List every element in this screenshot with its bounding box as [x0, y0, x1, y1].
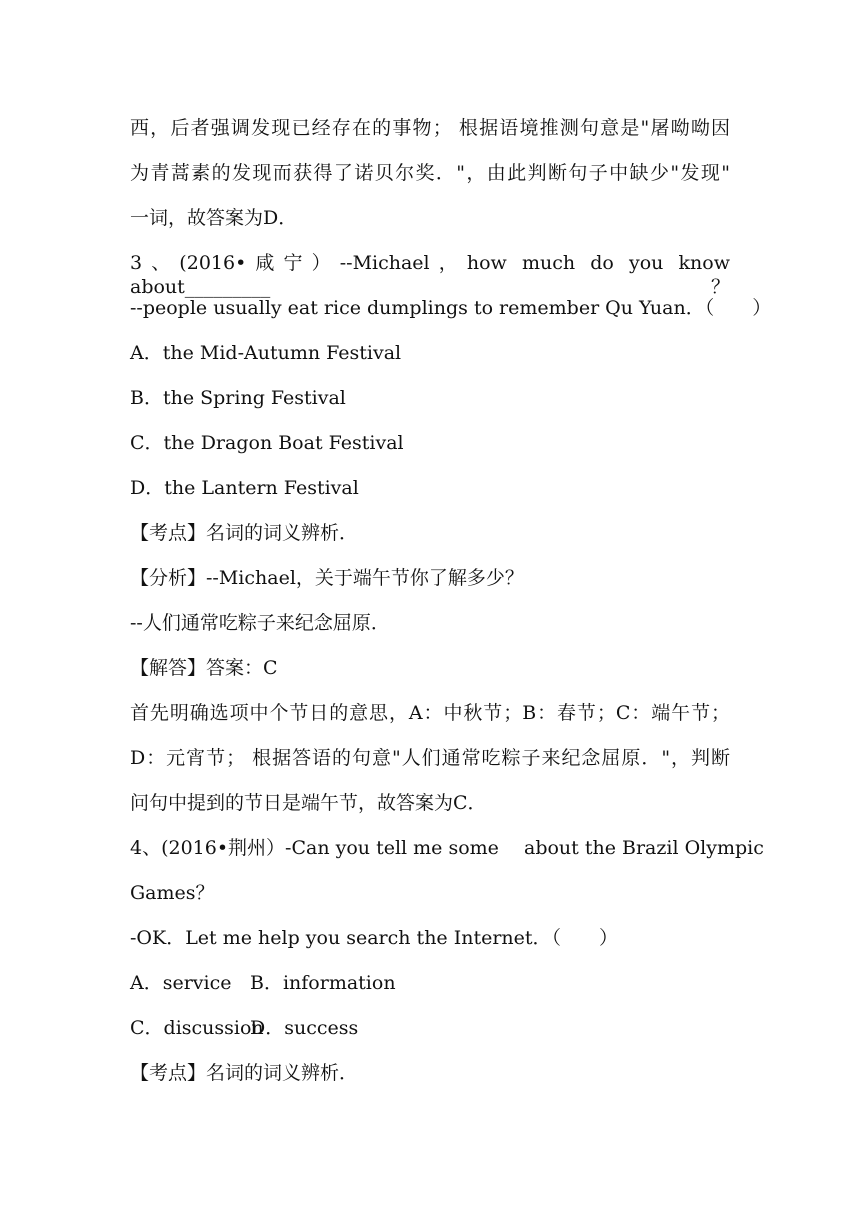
question-3-jieda: 【解答】答案：C	[130, 657, 278, 679]
question-4-option-c: C．discussion	[130, 1017, 264, 1039]
question-4-option-d: D．success	[250, 1017, 359, 1039]
question-3-option-a: A．the Mid-Autumn Festival	[130, 342, 402, 364]
question-3-kaodian: 【考点】名词的词义辨析．	[130, 522, 359, 544]
question-3-stem-line-2: --people usually eat rice dumplings to remember Qu Yuan．（ ）	[130, 297, 772, 319]
question-4-option-a: A．service	[130, 972, 232, 994]
question-3-option-c: C．the Dragon Boat Festival	[130, 432, 404, 454]
question-3-explanation-line-2: D：元宵节； 根据答语的句意"人们通常吃粽子来纪念屈原．"，判断	[130, 747, 730, 769]
question-4-kaodian: 【考点】名词的词义辨析．	[130, 1062, 359, 1084]
question-3-fenxi-line-2: --人们通常吃粽子来纪念屈原．	[130, 612, 390, 634]
question-4-stem-line-3: -OK．Let me help you search the Internet．（ ）	[130, 927, 619, 949]
question-3-explanation-line-1: 首先明确选项中个节日的意思，A：中秋节；B：春节；C：端午节；	[130, 702, 730, 724]
question-3-stem-line-1: 3、(2016•咸宁）--Michael，how much do you know about_________？	[130, 252, 730, 298]
question-3-fenxi-line-1: 【分析】--Michael，关于端午节你了解多少？	[130, 567, 524, 589]
question-4-stem-part-2: about the Brazil Olympic	[524, 837, 764, 859]
question-3-option-d: D．the Lantern Festival	[130, 477, 359, 499]
question-4-option-b: B．information	[250, 972, 396, 994]
explanation-line-2: 为青蒿素的发现而获得了诺贝尔奖．"，由此判断句子中缺少"发现"	[130, 162, 730, 184]
explanation-line-1: 西，后者强调发现已经存在的事物； 根据语境推测句意是"屠呦呦因	[130, 117, 730, 139]
explanation-line-3: 一词，故答案为D．	[130, 207, 298, 229]
question-4-stem-line-2: Games？	[130, 882, 215, 904]
question-4-stem-part-1: 4、(2016•荆州）-Can you tell me some	[130, 837, 499, 859]
question-3-explanation-line-3: 问句中提到的节日是端午节，故答案为C．	[130, 792, 487, 814]
question-3-option-b: B．the Spring Festival	[130, 387, 346, 409]
